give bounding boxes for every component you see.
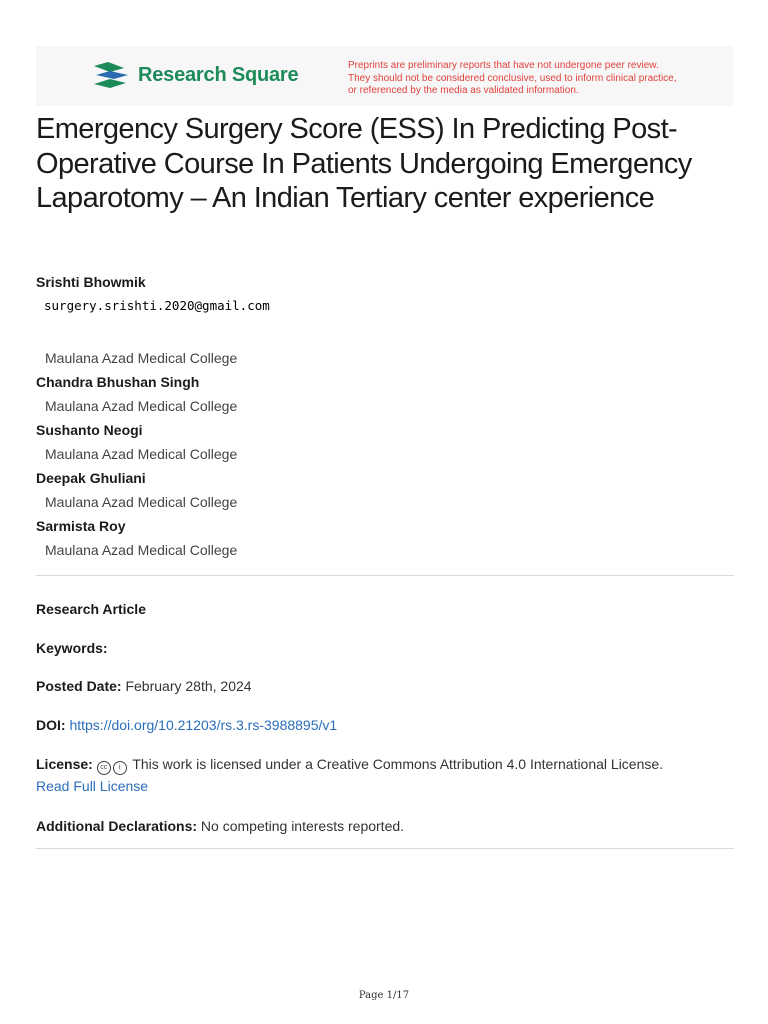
by-attribution-icon: i bbox=[113, 761, 127, 775]
author-affiliation: Maulana Azad Medical College bbox=[45, 446, 238, 462]
preprint-disclaimer bbox=[348, 60, 718, 98]
research-square-logo-icon bbox=[94, 62, 130, 88]
brand-name: Research Square bbox=[138, 63, 299, 86]
keywords-label: Keywords: bbox=[36, 640, 108, 656]
page-number: Page 1/17 bbox=[358, 990, 410, 1001]
read-full-license-link[interactable]: Read Full License bbox=[36, 778, 149, 794]
license-label: License: bbox=[36, 756, 93, 772]
cc-icon: cc bbox=[97, 761, 111, 775]
author-name: Sushanto Neogi bbox=[36, 422, 143, 438]
paper-title: Emergency Surgery Score (ESS) In Predicting Post-Operative Course In Patients Undergoing Emergency Laparotomy – An Indian Tertiary center experience bbox=[36, 113, 692, 214]
posted-date bbox=[36, 675, 736, 697]
article-type bbox=[36, 598, 736, 620]
author-affiliation: Maulana Azad Medical College bbox=[45, 542, 238, 558]
disclaimer-line: or referenced by the media as validated information. bbox=[348, 85, 579, 96]
divider bbox=[36, 575, 734, 576]
author-affiliation: Maulana Azad Medical College bbox=[45, 494, 238, 510]
posted-date-label: Posted Date: bbox=[36, 678, 122, 694]
author-list bbox=[36, 272, 736, 564]
author-name: Chandra Bhushan Singh bbox=[36, 374, 200, 390]
license bbox=[36, 753, 736, 797]
author-name: Sarmista Roy bbox=[36, 518, 126, 534]
doi bbox=[36, 714, 736, 736]
license-text: This work is licensed under a Creative Commons Attribution 4.0 International License. bbox=[132, 756, 664, 772]
posted-date-value: February 28th, 2024 bbox=[125, 678, 252, 694]
author-email[interactable]: surgery.srishti.2020@gmail.com bbox=[44, 298, 270, 313]
divider bbox=[36, 848, 734, 849]
declarations-label: Additional Declarations: bbox=[36, 818, 198, 834]
keywords bbox=[36, 637, 736, 659]
article-type-label: Research Article bbox=[36, 601, 146, 617]
author-name: Srishti Bhowmik bbox=[36, 274, 146, 290]
additional-declarations bbox=[36, 815, 736, 837]
disclaimer-line: They should not be considered conclusive, used to inform clinical practice, bbox=[348, 72, 677, 84]
declarations-value: No competing interests reported. bbox=[200, 818, 405, 834]
author-affiliation: Maulana Azad Medical College bbox=[45, 350, 238, 366]
author-affiliation: Maulana Azad Medical College bbox=[45, 398, 238, 414]
doi-link[interactable]: https://doi.org/10.21203/rs.3.rs-3988895/v1 bbox=[69, 717, 338, 733]
research-square-logo[interactable] bbox=[94, 62, 298, 88]
doi-label: DOI: bbox=[36, 717, 66, 733]
disclaimer-line: Preprints are preliminary reports that have not undergone peer review. bbox=[348, 60, 659, 71]
author-name: Deepak Ghuliani bbox=[36, 470, 146, 486]
